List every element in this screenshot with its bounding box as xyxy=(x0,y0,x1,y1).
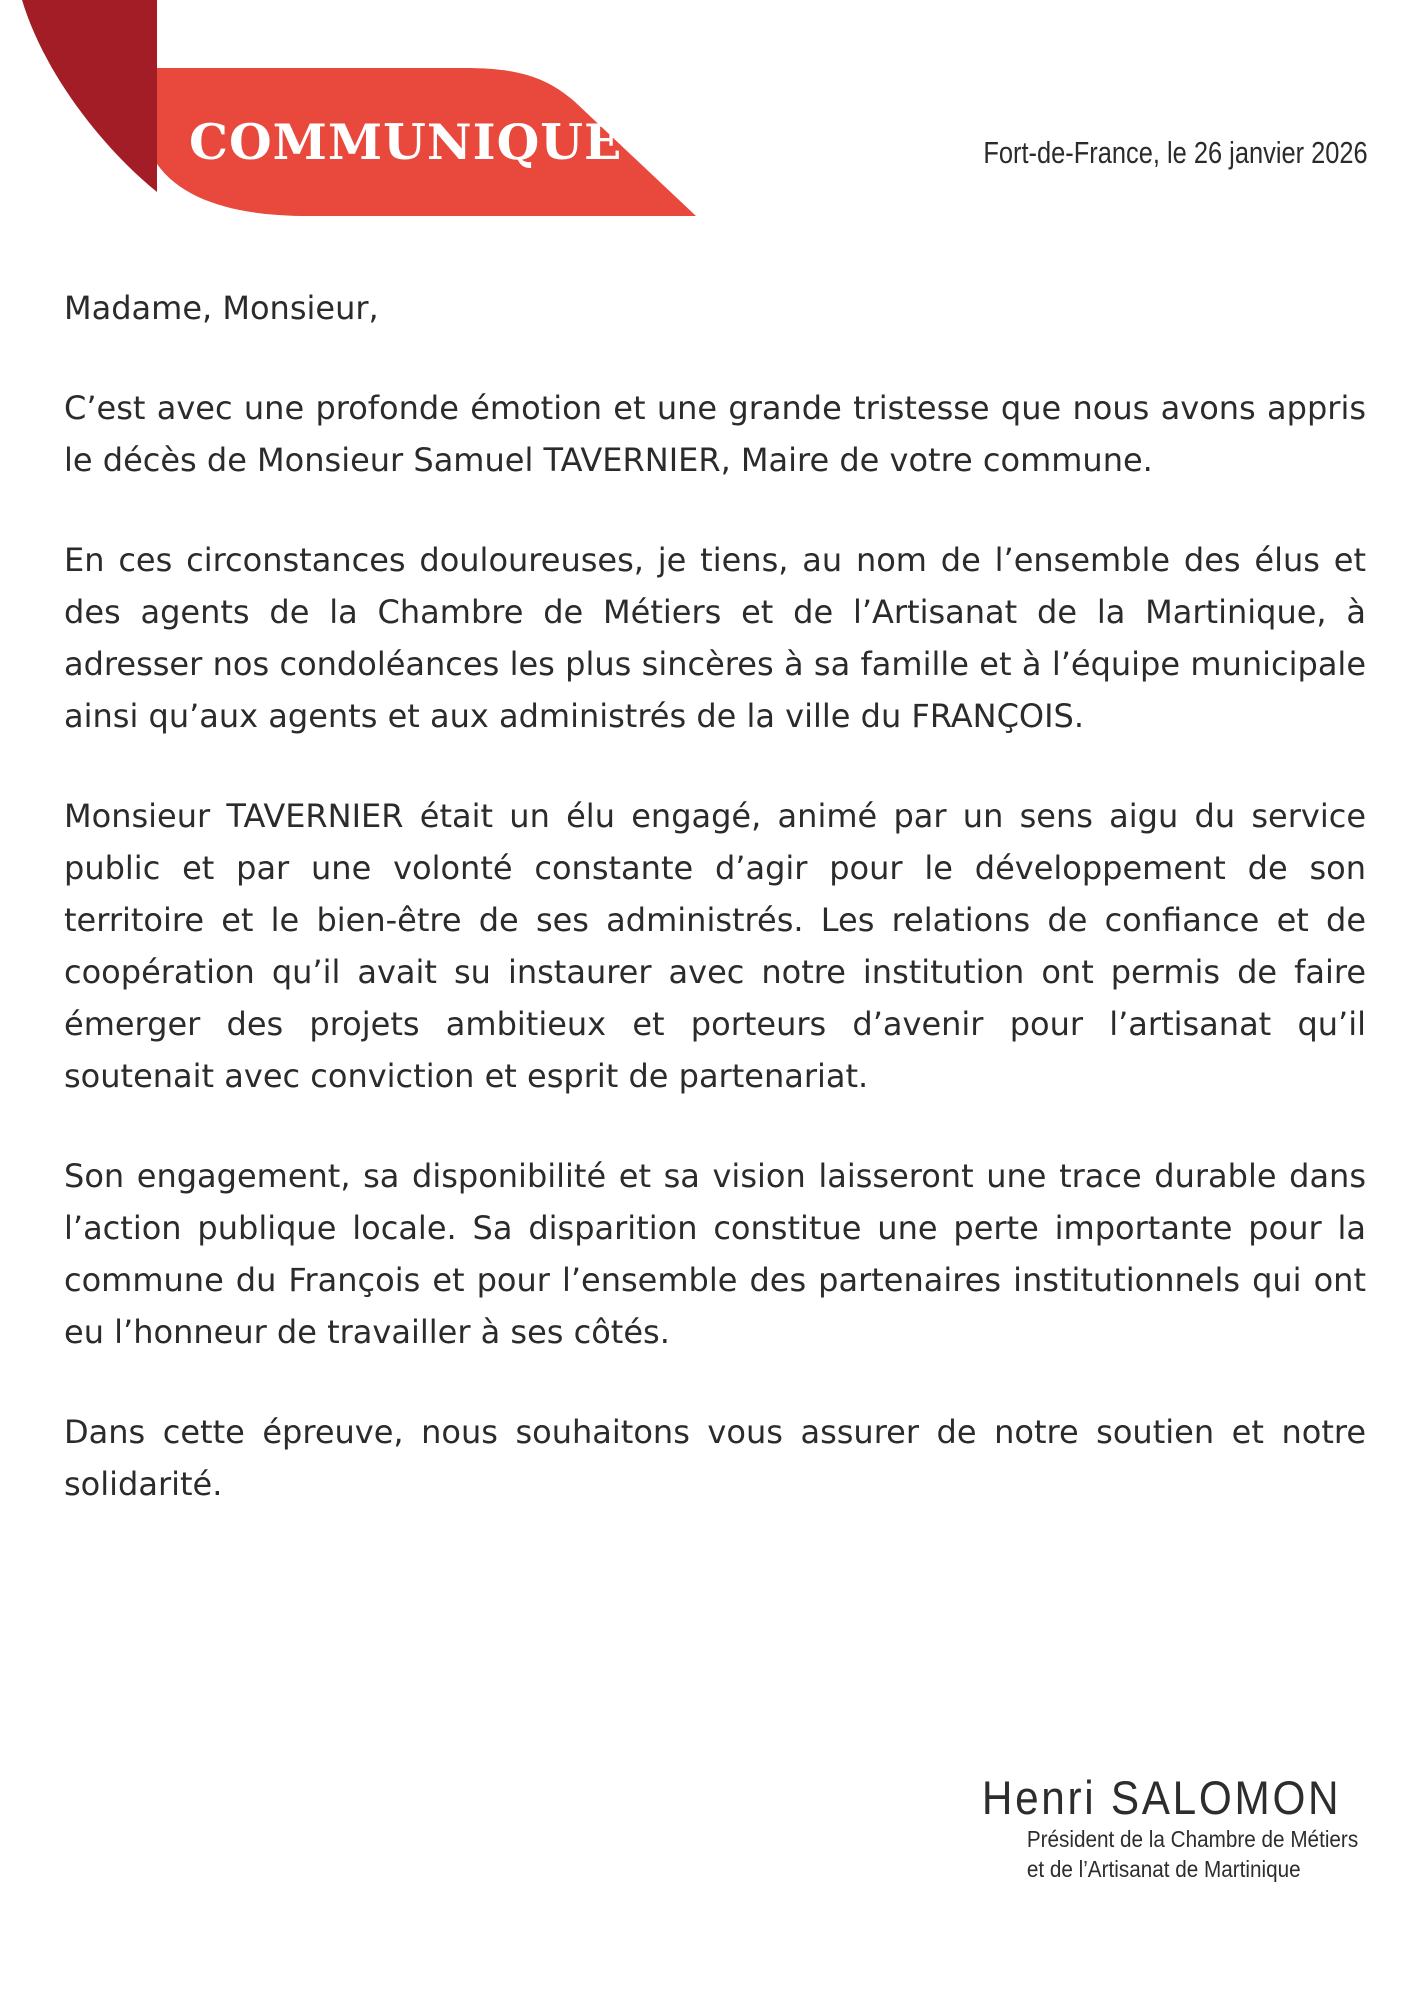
salutation: Madame, Monsieur, xyxy=(64,289,379,327)
signature-block xyxy=(982,1772,1358,1884)
letter-paragraph: Monsieur TAVERNIER était un élu engagé, animé par un sens aigu du service public et par une volonté constante d’agir pour le développement de son territoire et le bien-être de ses administrés. Les relations de confiance et de coopération qu’il avait su instaurer avec notre institution ont permis de faire émerger des projets ambitieux et porteurs d’avenir pour l’artisanat qu’il soutenait avec conviction et esprit de partenariat. xyxy=(64,797,1366,1095)
communique-ribbon xyxy=(0,0,720,230)
letter-paragraph: Son engagement, sa disponibilité et sa vision laisseront une trace durable dans l’action publique locale. Sa disparition constitue une perte importante pour la commune du François et pour l’ensemble des partenaires institutionnels qui ont eu l’honneur de travailler à ses côtés. xyxy=(64,1157,1366,1351)
signatory-name: Henri SALOMON xyxy=(981,1771,1342,1824)
ribbon-fold-shape xyxy=(22,0,157,192)
letter-body xyxy=(64,282,1366,1558)
communique-title: COMMUNIQUÉ xyxy=(189,113,623,171)
dateline: Fort-de-France, le 26 janvier 2026 xyxy=(983,135,1368,170)
letter-paragraph: En ces circonstances douloureuses, je tiens, au nom de l’ensemble des élus et des agents de la Chambre de Métiers et de l’Artisanat de la Martinique, à adresser nos condoléances les plus sincères à sa famille et à l’équipe municipale ainsi qu’aux agents et aux administrés de la ville du FRANÇOIS. xyxy=(64,541,1366,735)
letter-paragraph: C’est avec une profonde émotion et une grande tristesse que nous avons appris le décès de Monsieur Samuel TAVERNIER, Maire de votre commune. xyxy=(64,389,1366,479)
signatory-title-line1: Président de la Chambre de Métiers xyxy=(1026,1826,1358,1852)
signatory-title-line2: et de l’Artisanat de Martinique xyxy=(1026,1856,1301,1882)
letter-paragraph: Dans cette épreuve, nous souhaitons vous assurer de notre soutien et notre solidarité. xyxy=(64,1413,1366,1503)
